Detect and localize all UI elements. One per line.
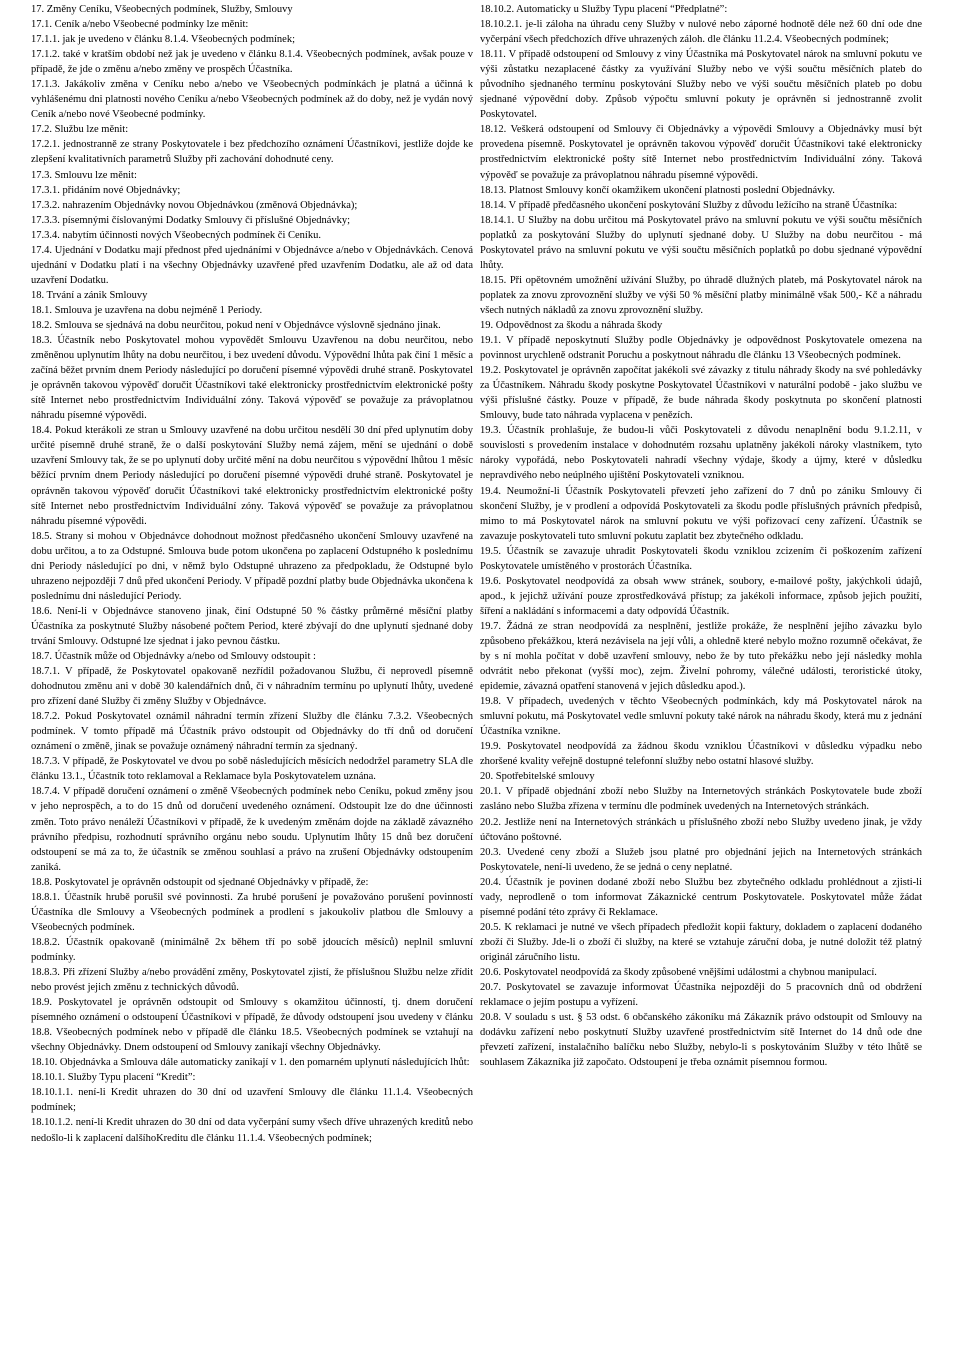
paragraph: 17.2. Službu lze měnit: [31,124,129,136]
paragraph: 19.1. V případě neposkytnutí Služby podle Objednávky je odpovědnost Poskytovatele omezena na povinnost urychleně odstranit Poruchu a poskytnout náhradu dle článku 13 Všeobecných podmínek. [480,335,922,362]
paragraph: 19.7. Žádná ze stran neodpovídá za nesplnění, jestliže prokáže, že nesplnění jejího závazku bylo způsobeno překážkou, která nezávisela na její vůli, a ohledně které nebylo možno rozumně očekávat, že by s ní mohla počítat v době uzavření smlouvy, nebo že by tuto překážku nebo její následky mohla odvrátit nebo překonat (vyšší moc), zejm. Živelní pohromy, válečné události, teroristické útoky, epidemie, závazná opatření stanovená v jejich důsledku apod.). [480,620,922,693]
paragraph: 18.6. Není-li v Objednávce stanoveno jinak, činí Odstupné 50 % částky průměrné měsíční platby Účastníka za poskytnuté Služby násobené počtem Period, které zbývají do dne uplynutí sjednané doby trvání Smlouvy. Odstupné lze sjednat i jako pevnou částku. [31,605,473,647]
paragraph: 18.12. Veškerá odstoupení od Smlouvy či Objednávky a výpovědi Smlouvy a Objednávky musí být provedena písemně. Poskytovatel je oprávněn takovou výpověď doručit Účastníkovi také elektronicky prostřednictvím elektronické pošty sítě Internet nebo prostřednictvím Individuální zóny. Taková výpověď se považuje za právoplatnou náhradu písemné výpovědi. [480,124,922,181]
paragraph: 18.9. Poskytovatel je oprávněn odstoupit od Smlouvy s okamžitou účinností, tj. dnem doručení písemného oznámení o odstoupení Účastníkovi v případě, že důvody odstoupení jsou uvedeny v článku 18.8. Všeobecných podmínek nebo v případě dle článku 18.5. Všeobecných podmínek se vztahují na všechny Objednávky. Dnem odstoupení od Smlouvy zanikají všechny Objednávky. [31,997,473,1054]
paragraph: 20.4. Účastník je povinen dodané zboží nebo Službu bez zbytečného odkladu prohlédnout a zjisti-li vady, neprodleně o tom informovat Zákaznické centrum Poskytovatele. Poskytovatel může žádat písemné podání této zprávy či Reklamace. [480,876,922,918]
paragraph: 18.10. Objednávka a Smlouva dále automaticky zanikají v 1. den pomarném uplynutí následujících lhůt: [31,1057,470,1069]
paragraph: 17.3.1. přidáním nové Objednávky; [31,184,181,196]
paragraph: 18.7.4. V případě doručení oznámení o změně Všeobecných podmínek nebo Ceníku, pokud změny jsou v jeho neprospěch, a to do 15 dnů od doručení uvedeného oznámení. Odstoupit lze do dne účinnosti změn. Toto právo nenáleží Účastníkovi v případě, že k uvedeným změnám dojde na základě závazného právního předpisu, rozhodnutí správního orgánu nebo soudu. Uplynutím lhůty 15 dnů bez doručení odstoupení se má za to, že účastník se změnou souhlasí a právo na zrušení Objednávky odstoupením zaniká. [31,786,473,873]
paragraph: 20.3. Uvedené ceny zboží a Služeb jsou platné pro objednání jejich na Internetových stránkách Poskytovatele, není-li uvedeno, že se jedná o ceny neplatné. [480,846,922,873]
paragraph: 17.2.1. jednostranně ze strany Poskytovatele i bez předchozího oznámení Účastníkovi, jestliže dojde ke zlepšení kvalitativních parametrů Služby při zachování dohodnuté ceny. [31,139,473,166]
paragraph: 20.2. Jestliže není na Internetových stránkách u příslušného zboží nebo Služby uvedeno jinak, je vždy účtováno poštovné. [480,816,922,843]
paragraph: 18.15. Při opětovném umožnění užívání Služby, po úhradě dlužných plateb, má Poskytovatel nárok na poplatek za znovu zprovoznění služby ve výši 50 % měsíční platby minimálně však 500,- Kč a náhradu všech nutných nákladů za znovu zprovoznění služby. [480,274,922,316]
paragraph: 19.3. Účastník prohlašuje, že budou-li vůči Poskytovateli z důvodu nenaplnění bodu 9.1.2.11, v souvislosti s provedením instalace v dohodnutém rozsahu uplatněny jakékoli nároky vlastníkem, tyto nároky vypořádá, nebo Poskytovateli nahradí všechny výdaje, škody a újmy, které v důsledku nepravdivého nebo neúplného ujištění Poskytovateli vzniknou. [480,425,922,482]
paragraph: 18.7. Účastník může od Objednávky a/nebo od Smlouvy odstoupit : [31,651,316,663]
paragraph: 19.8. V případech, uvedených v těchto Všeobecných podmínkách, kdy má Poskytovatel nárok na smluvní pokutu, má Poskytovatel vedle smluvní pokuty také nárok na náhradu škody, která mu z jednání Účastníka vznikne. [480,696,922,738]
paragraph: 20. Spotřebitelské smlouvy [480,771,595,783]
paragraph: 17.1.1. jak je uvedeno v článku 8.1.4. Všeobecných podmínek; [31,34,295,46]
paragraph: 20.8. V souladu s ust. § 53 odst. 6 občanského zákoníku má Zákazník právo odstoupit od Smlouvy na dodávku zařízení nebo poskytnutí Služby uzavřené prostřednictvím sítě Internet do 14 dnů ode dne převzetí zařízení, instalačního balíčku nebo Služby, nebylo-li s poskytováním Služby v této lhůtě se souhlasem Zákazníka již započato. Odstoupení je třeba oznámit písemnou formou. [480,1012,922,1069]
right-column [480,2,922,1070]
paragraph: 18.7.3. V případě, že Poskytovatel ve dvou po sobě následujících měsících nedodržel parametry SLA dle článku 13.1., Účastník toto reklamoval a Reklamace byla Poskytovatelem uznána. [31,756,473,783]
paragraph: 19.9. Poskytovatel neodpovídá za žádnou škodu vzniklou Účastníkovi v důsledku výpadku nebo zhoršené kvality veřejně dostupné telefonní služby nebo ostatní hlasové služby. [480,741,922,768]
paragraph: 19.4. Neumožní-li Účastník Poskytovateli převzetí jeho zařízení do 7 dnů po zániku Smlouvy či skončení Služby, je v prodlení a odpovídá Poskytovateli za škodu podle příslušných právních předpisů, mimo to má Poskytovatel nárok na smluvní pokutu ve výši pořizovací ceny zařízení. Účastník se zavazuje poskytovateli tuto smluvní pokutu zaplatit bez zbytečného odkladu. [480,485,922,542]
paragraph: 17.3.3. písemnými číslovanými Dodatky Smlouvy či příslušné Objednávky; [31,214,351,226]
paragraph: 17.3.2. nahrazením Objednávky novou Objednávkou (změnová Objednávka); [31,199,358,211]
paragraph: 17.3. Smlouvu lze měnit: [31,169,137,181]
paragraph: 18.8. Poskytovatel je oprávněn odstoupit od sjednané Objednávky v případě, že: [31,876,369,888]
paragraph: 17.1.3. Jakákoliv změna v Ceníku nebo a/nebo ve Všeobecných podmínkách je platná a účinná k vyhlášenému dni platnosti nového Ceníku a/nebo Všeobecných podmínek až do doby, než je vydán nový Ceník a/nebo nové Všeobecné podmínky. [31,79,473,121]
paragraph: 18.8.3. Při zřízení Služby a/nebo provádění změny, Poskytovatel zjistí, že příslušnou Službu nelze zřídit nebo provést jejich změnu z technických důvodů. [31,967,473,994]
paragraph: 18.10.2. Automaticky u Služby Typu placení “Předplatné”: [480,4,728,15]
paragraph: 17.3.4. nabytím účinnosti nových Všeobecných podmínek či Ceníku. [31,229,321,241]
paragraph: 19.6. Poskytovatel neodpovídá za obsah www stránek, soubory, e-mailové pošty, jakýchkoli údajů, apod., k jejichž užívání pouze zprostředkovává přístup; za jakékoli informace, způsob jejich použití, šíření a nakládání s informacemi a daty odpovídá Účastník. [480,575,922,617]
paragraph: 17.1.2. také v kratším období než jak je uvedeno v článku 8.1.4. Všeobecných podmínek, avšak pouze v případě, že jde o změnu a/nebo změny ve prospěch Účastníka. [31,49,473,76]
paragraph: 17.4. Ujednání v Dodatku mají přednost před ujednáními v Objednávce a/nebo v Objednávkách. Cenová ujednání v Dodatku platí i na všechny Objednávky uzavřené před uzavřením Dodatku, ale až od data uzavření Dodatku. [31,244,473,286]
paragraph: 18.14. V případě předčasného ukončení poskytování Služby z důvodu ležícího na straně Účastníka: [480,199,898,211]
paragraph: 18.5. Strany si mohou v Objednávce dohodnout možnost předčasného ukončení Smlouvy uzavřené na dobu určitou, a to za Odstupné. Smlouva bude potom ukončena po zaplacení Odstupného k poslednímu dni Periody následující po dni, v němž bylo Odstupné uhrazeno za předpokladu, že Odstupné bylo uhrazeno nejpozději 7 dnů před ukončení Periody. V případě pozdní platby bude Objednávka ukončena k poslednímu dni následující Periody. [31,530,473,602]
paragraph: 17.1. Ceník a/nebo Všeobecné podmínky lze měnit: [31,19,249,31]
paragraph: 18.3. Účastník nebo Poskytovatel mohou vypovědět Smlouvu Uzavřenou na dobu neurčitou, nebo změněnou uplynutím lhůty na dobu neurčitou, i bez uvedení důvodu. Výpovědní lhůta pak činí 1 měsíc a začíná běžet prvním dnem Periody následující po doručení písemné výpovědi druhé straně. Poskytovatel je oprávněn takovou výpověď doručit Účastníkovi také elektronicky prostřednictvím elektronické pošty sítě Internet nebo prostřednictvím Individuální zóny. Taková výpověď se považuje za právoplatnou náhradu písemné výpovědi. [31,335,473,422]
left-column [31,2,473,1146]
paragraph: 20.7. Poskytovatel se zavazuje informovat Účastníka nejpozději do 5 pracovních dnů od obdržení reklamace o jejím postupu a vyřízení. [480,982,922,1009]
paragraph: 18.8.2. Účastník opakovaně (minimálně 2x během tří po sobě jdoucích měsíců) neplnil smluvní podmínky. [31,936,473,963]
paragraph: 19.2. Poskytovatel je oprávněn započítat jakékoli své závazky z titulu náhrady škody na své pohledávky za Účastníkem. Náhradu škody poskytne Poskytovatel Účastníkovi v naturální podobě - jako službu ve výši příslušné částky. Pouze v případě, že bude náhrada škody poskytnuta po skončení platnosti Smlouvy, bude tato náhrada vyplacena v penězích. [480,365,922,422]
paragraph: 19.5. Účastník se zavazuje uhradit Poskytovateli škodu vzniklou zcizením či poškozením zařízení Poskytovatele umístěného v prostorách Účastníka. [480,545,922,572]
paragraph: 18.10.2.1. je-li záloha na úhradu ceny Služby v nulové nebo záporné hodnotě déle než 60 dní ode dne vyčerpání všech předchozích dříve uhrazených záloh. dle článku 11.2.4. Všeobecných podmínek; [480,19,922,46]
paragraph: 19. Odpovědnost za škodu a náhrada škody [480,319,663,331]
paragraph: 18.2. Smlouva se sjednává na dobu neurčitou, pokud není v Objednávce výslovně sjednáno jinak. [31,319,441,331]
paragraph: 17. Změny Ceníku, Všeobecných podmínek, Služby, Smlouvy [31,4,293,15]
paragraph: 18.8.1. Účastník hrubě porušil své povinnosti. Za hrubé porušení je považováno porušení povinností Účastníka dle Smlouvy a Všeobecných podmínek a prodlení s jakoukoliv platbou dle Smlouvy a Všeobecných podmínek. [31,891,473,933]
paragraph: 18.7.1. V případě, že Poskytovatel opakovaně nezřídil požadovanou Službu, či neprovedl písemně dohodnutou změnu ani v době 30 kalendářních dnů, či v náhradním termínu po uplynutí lhůty, uvedené pro zřízení dané Služby či změny Služby v Objednávce. [31,666,473,708]
paragraph: 20.6. Poskytovatel neodpovídá za škody způsobené vnějšími událostmi a chybnou manipulací. [480,967,877,978]
paragraph: 18.13. Platnost Smlouvy končí okamžikem ukončení platnosti poslední Objednávky. [480,184,835,196]
paragraph: 18.10.1.1. není-li Kredit uhrazen do 30 dní od uzavření Smlouvy dle článku 11.1.4. Všeobecných podmínek; [31,1087,473,1114]
paragraph: 18.1. Smlouva je uzavřena na dobu nejméně 1 Periody. [31,304,263,316]
paragraph: 20.5. K reklamaci je nutné ve všech případech předložit kopii faktury, dokladem o zaplacení dodaného zboží či Služby. Jde-li o zboží či služby, na které se vztahuje záruční doba, je nutné doložit též platný originál záručního listu. [480,921,922,963]
paragraph: 18. Trvání a zánik Smlouvy [31,289,148,301]
paragraph: 18.14.1. U Služby na dobu určitou má Poskytovatel právo na smluvní pokutu ve výši součtu měsíčních poplatků za poskytování Služby do uplynutí sjednané doby. U Služby na dobu neurčitou - má Poskytovatel právo na smluvní pokutu ve výši součtu měsíčních poplatků po dobu sjednané výpovědní lhůty. [480,214,922,271]
paragraph: 18.10.1.2. není-li Kredit uhrazen do 30 dní od data vyčerpání sumy všech dříve uhrazených kreditů nebo nedošlo-li k zaplacení dalšíhoKreditu dle článku 11.1.4. Všeobecných podmínek; [31,1117,473,1144]
paragraph: 18.4. Pokud kterákoli ze stran u Smlouvy uzavřené na dobu určitou nesdělí 30 dní před uplynutím doby určité písemně druhé straně, že o další poskytování Služby nemá zájem, mění se ujednání o době uzavření Smlouvy tak, že se po uplynutí doby určité mění na dobu neurčitou s výpovědní lhůtou 1 měsíc běžící prvním dnem Periody následující po doručení písemné výpovědi druhé straně. Poskytovatel je oprávněn takovou výpověď doručit Účastníkovi také elektronicky prostřednictvím elektronické pošty sítě Internet nebo prostřednictvím Individuální zóny. Taková výpověď se považuje za právoplatnou náhradu písemné výpovědi. [31,425,473,527]
paragraph: 18.7.2. Pokud Poskytovatel oznámil náhradní termín zřízení Služby dle článku 7.3.2. Všeobecných podmínek. V tomto případě má Účastník právo odstoupit od Objednávky do tří dnů od doručení oznámení o změně, jinak se považuje oznámený náhradní termín za sjednaný. [31,711,473,753]
paragraph: 18.11. V případě odstoupení od Smlouvy z viny Účastníka má Poskytovatel nárok na smluvní pokutu ve výši zůstatku nezaplacené částky za využívání Služby nebo ve výši součtu měsíčních plateb do původního sjednaného termínu poskytování Služby nebo ve výši součtu měsíčních plateb po dobu sjednané výpovědní doby. Způsob výpočtu smluvní pokuty je oprávněn si jednostranně zvolit Poskytovatel. [480,49,922,121]
paragraph: 20.1. V případě objednání zboží nebo Služby na Internetových stránkách Poskytovatele bude zboží zasláno nebo Služba zřízena v termínu dle podmínek uvedených na Internetových stránkách. [480,786,922,813]
paragraph: 18.10.1. Služby Typu placení “Kredit”: [31,1072,196,1084]
